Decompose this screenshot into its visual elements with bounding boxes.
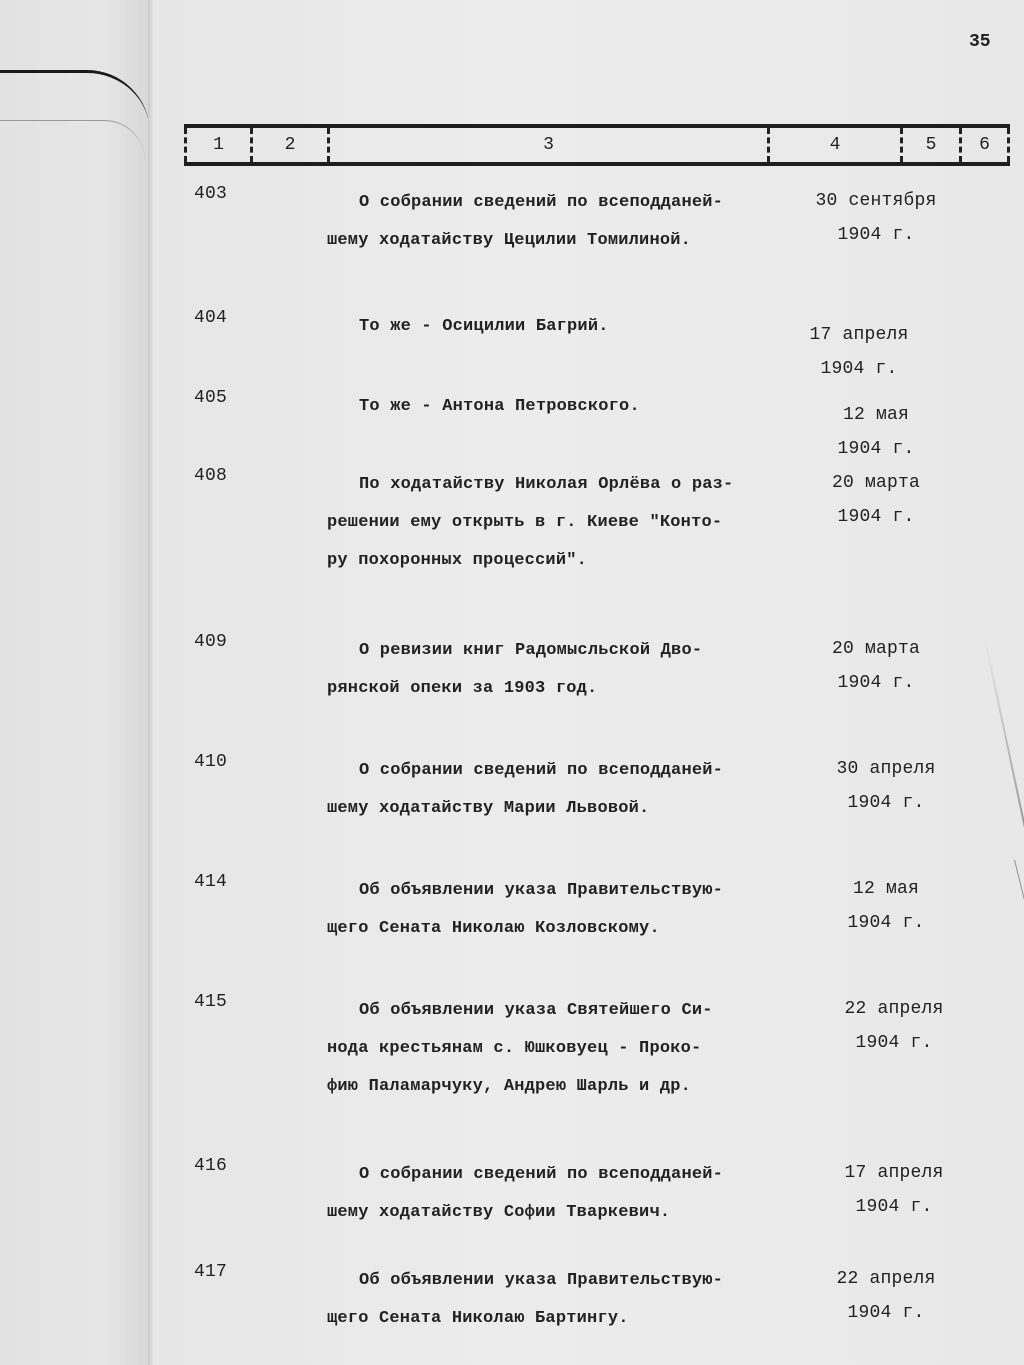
description-line: То же - Осицилии Багрий. [359, 317, 609, 336]
date-year: 1904 г. [847, 793, 925, 813]
paper-crease [1014, 860, 1024, 1345]
column-header-4: 4 [767, 128, 900, 162]
entry-date [796, 398, 956, 466]
entry-description [327, 632, 797, 708]
date-year: 1904 г. [855, 1197, 933, 1217]
description-line: нода крестьянам с. Юшковуец - Проко- [327, 1039, 702, 1058]
description-line: О собрании сведений по всеподданей- [359, 193, 724, 212]
column-header-2: 2 [250, 128, 327, 162]
date-day-month: 12 мая [852, 879, 919, 899]
date-year: 1904 г. [837, 507, 915, 527]
description-line: шему ходатайству Софии Тваркевич. [327, 1203, 671, 1222]
description-line: Об объявлении указа Святейшего Си- [359, 1001, 713, 1020]
entry-description [327, 1156, 797, 1232]
entry-description [327, 1262, 797, 1338]
column-header-5: 5 [900, 128, 959, 162]
date-day-month: 12 мая [842, 405, 909, 425]
description-line: То же - Антона Петровского. [359, 397, 640, 416]
date-day-month: 20 марта [831, 473, 920, 493]
entry-date [796, 632, 956, 700]
column-header-3: 3 [327, 128, 767, 162]
entry-date [796, 184, 956, 252]
description-line: О собрании сведений по всеподданей- [359, 761, 724, 780]
entry-number: 404 [194, 308, 228, 328]
entry-description [327, 992, 797, 1106]
left-page-table-rule-faint [0, 120, 145, 161]
column-header-row [184, 124, 1010, 166]
description-line: рянской опеки за 1903 год. [327, 679, 598, 698]
description-line: щего Сената Николаю Бартингу. [327, 1309, 629, 1328]
description-line: решении ему открыть в г. Киеве "Конто- [327, 513, 723, 532]
date-year: 1904 г. [847, 1303, 925, 1323]
description-line: О ревизии книг Радомысльской Дво- [359, 641, 703, 660]
entry-description [327, 388, 797, 426]
description-line: щего Сената Николаю Козловскому. [327, 919, 660, 938]
date-day-month: 20 марта [831, 639, 920, 659]
entry-number: 417 [194, 1262, 228, 1282]
date-day-month: 30 апреля [836, 759, 936, 779]
date-year: 1904 г. [837, 439, 915, 459]
description-line: шему ходатайству Марии Львовой. [327, 799, 650, 818]
description-line: фию Паламарчуку, Андрею Шарль и др. [327, 1077, 692, 1096]
entry-description [327, 872, 797, 948]
entry-date [779, 318, 939, 386]
left-page-edge [0, 0, 148, 1365]
entry-number: 416 [194, 1156, 228, 1176]
date-day-month: 22 апреля [844, 999, 944, 1019]
entry-description [327, 466, 797, 580]
entry-number: 405 [194, 388, 228, 408]
entry-date [806, 752, 966, 820]
entry-number: 403 [194, 184, 228, 204]
paper-crease [984, 640, 1024, 1325]
date-year: 1904 г. [837, 225, 915, 245]
entry-number: 408 [194, 466, 228, 486]
description-line: Об объявлении указа Правительствую- [359, 881, 724, 900]
date-year: 1904 г. [855, 1033, 933, 1053]
entry-description [327, 752, 797, 828]
entry-description [327, 184, 797, 260]
date-year: 1904 г. [820, 359, 898, 379]
description-line: шему ходатайству Цецилии Томилиной. [327, 231, 692, 250]
column-header-6: 6 [959, 128, 1010, 162]
page-number: 35 [969, 32, 991, 52]
entry-date [806, 1262, 966, 1330]
entry-date [796, 466, 956, 534]
date-day-month: 30 сентября [815, 191, 937, 211]
date-day-month: 17 апреля [809, 325, 909, 345]
entry-description [327, 308, 797, 346]
date-year: 1904 г. [837, 673, 915, 693]
description-line: По ходатайству Николая Орлёва о раз- [359, 475, 734, 494]
column-header-1: 1 [184, 128, 250, 162]
entry-number: 415 [194, 992, 228, 1012]
description-line: Об объявлении указа Правительствую- [359, 1271, 724, 1290]
description-line: ру похоронных процессий". [327, 551, 588, 570]
date-day-month: 17 апреля [844, 1163, 944, 1183]
entry-number: 409 [194, 632, 228, 652]
entry-number: 414 [194, 872, 228, 892]
document-page [154, 0, 1024, 1365]
entry-date [806, 872, 966, 940]
entry-date [814, 1156, 974, 1224]
description-line: О собрании сведений по всеподданей- [359, 1165, 724, 1184]
entry-date [814, 992, 974, 1060]
date-year: 1904 г. [847, 913, 925, 933]
entry-number: 410 [194, 752, 228, 772]
date-day-month: 22 апреля [836, 1269, 936, 1289]
